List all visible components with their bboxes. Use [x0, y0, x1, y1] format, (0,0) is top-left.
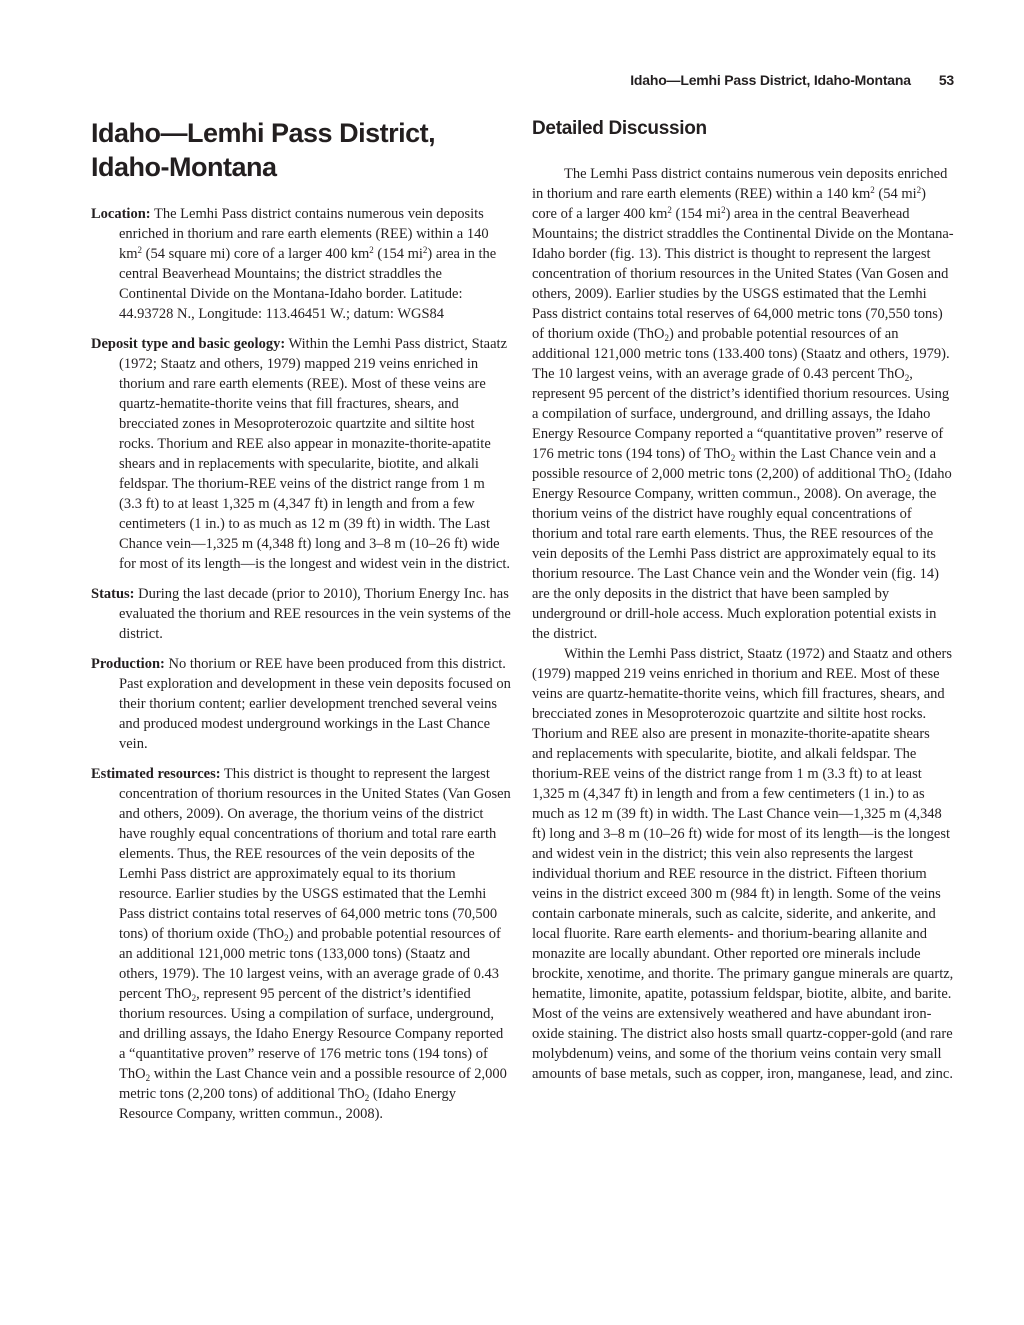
entry-text: Within the Lemhi Pass district, Staatz (1972; Staatz and others, 1979) mapped 219 veins enriched in thorium and rare earth elements (REE). Most of these veins are quartz-hematite-thorite veins that fill fractures, shears, and brecciated zones in Mesoproterozoic quartzite and siltite host rocks. Thorium and REE also appear in monazite-thorite-apatite shears and in replacements with specularite, biotite, and alkali feldspar. The thorium-REE veins of the district range from 1 m (3.3 ft) to at least 1,325 m (4,347 ft) in length and from a few centimeters (1 in.) to as much as 12 m (39 ft) in width. The Last Chance vein—1,325 m (4,348 ft) long and 3–8 m (10–26 ft) wide for most of its length—is the longest and widest vein in the district.	[119, 336, 511, 572]
entry-text: No thorium or REE have been produced from this district. Past exploration and development in these vein deposits focused on their thorium content; earlier development trenched several veins and produced modest underground workings in the Last Chance vein.	[119, 656, 511, 752]
summary-column	[91, 204, 511, 1134]
production-entry	[91, 654, 511, 754]
section-heading: Detailed Discussion	[532, 118, 707, 139]
entry-text: During the last decade (prior to 2010), Thorium Energy Inc. has evaluated the thorium and REE resources in the vein systems of the district.	[119, 586, 511, 642]
running-title: Idaho—Lemhi Pass District, Idaho-Montana	[630, 72, 911, 88]
page-title: Idaho—Lemhi Pass District, Idaho-Montana	[91, 118, 436, 182]
entry-text: The Lemhi Pass district contains numerous vein deposits enriched in thorium and rare earth elements (REE) within a 140 $km^2$ (54 square mi) core of a larger 400 $km^2$ (154 $mi^2$) area in the central Beaverhead Mountains; the district straddles the Continental Divide on the Montana-Idaho border. Latitude: 44.93728 N., Longitude: 113.46451 W.; datum: WGS84	[119, 206, 497, 322]
discussion-paragraph: Within the Lemhi Pass district, Staatz (1972) and Staatz and others (1979) mapped 219 veins enriched in thorium and REE. Most of these veins are quartz-hematite-thorite veins, which fill fractures, shears, and brecciated zones in Mesoproterozoic quartzite and siltite host rocks. Thorium and REE also are present in monazite-thorite-apatite shears and replacements with specularite, biotite, and alkali feldspar. The thorium-REE veins of the district range from 1 m (3.3 ft) to at least 1,325 m (4,347 ft) in length and from a few centimeters (1 in.) to as much as 12 m (39 ft) in width. The Last Chance vein—1,325 m (4,348 ft) long and 3–8 m (10–26 ft) wide for most of its length—is the longest and widest vein in the district; this vein also represents the largest individual thorium and REE resource in the district. Fifteen thorium veins in the district exceed 300 m (984 ft) in length. Some of the veins contain carbonate minerals, such as calcite, siderite, and ankerite, and local fluorite. Rare earth elements- and thorium-bearing allanite and monazite are locally abundant. Other reported ore minerals include brockite, xenotime, and thorite. The primary gangue minerals are quartz, hematite, limonite, apatite, potassium feldspar, biotite, albite, and barite. Most of the veins are extensively weathered and have abundant iron-oxide staining. The district also hosts small quartz-copper-gold (and rare molybdenum) veins, and some of the thorium veins contain very small amounts of base metals, such as copper, iron, manganese, lead, and zinc.	[532, 646, 954, 1082]
location-entry	[91, 204, 511, 324]
page-number: 53	[938, 72, 954, 88]
entry-label: Estimated resources:	[91, 766, 221, 782]
entry-label: Status:	[91, 586, 135, 602]
running-header	[630, 72, 954, 88]
entry-label: Production:	[91, 656, 165, 672]
estimated-resources-entry	[91, 764, 511, 1124]
entry-label: Location:	[91, 206, 151, 222]
entry-label: Deposit type and basic geology:	[91, 336, 286, 352]
deposit-type-entry	[91, 334, 511, 574]
discussion-paragraph: The Lemhi Pass district contains numerous vein deposits enriched in thorium and rare earth elements (REE) within a 140 $km^2$ (54 $mi^2$) core of a larger 400 $km^2$ (154 $mi^2$) area in the central Beaverhead Mountains; the district straddles the Continental Divide on the Montana-Idaho border (fig. 13). This district is thought to represent the largest concentration of thorium resources in the United States (Van Gosen and others, 2009). Earlier studies by the USGS estimated that the Lemhi Pass district contains total reserves of 64,000 metric tons (70,550 tons) of thorium oxide (ThO$_2$) and probable potential resources of an additional 121,000 metric tons (133.400 tons) (Staatz and others, 1979). The 10 largest veins, with an average grade of 0.43 percent ThO$_2$, represent 95 percent of the district’s identified thorium resources. Using a compilation of surface, underground, and drilling assays, the Idaho Energy Resource Company reported a “quantitative proven” reserve of 176 metric tons (194 tons) of ThO$_2$ within the Last Chance vein and a possible resource of 2,000 metric tons (2,200) of additional ThO$_2$ (Idaho Energy Resource Company, written commun., 2008). On average, the thorium veins of the district have roughly equal concentrations of thorium and total rare earth elements. Thus, the REE resources of the vein deposits of the Lemhi Pass district are approximately equal to its thorium resource. The Last Chance vein and the Wonder vein (fig. 14) are the only deposits in the district that have been sampled by underground or drill-hole access. Much exploration potential exists in the district.	[532, 166, 954, 642]
status-entry	[91, 584, 511, 644]
entry-text: This district is thought to represent the largest concentration of thorium resources in the United States (Van Gosen and others, 2009). On average, the thorium veins of the district have roughly equal concentrations of thorium and total rare earth elements. Thus, the REE resources of the vein deposits of the Lemhi Pass district are approximately equal to its thorium resource. Earlier studies by the USGS estimated that the Lemhi Pass district contains total reserves of 64,000 metric tons (70,500 tons) of thorium oxide (ThO$_2$) and probable potential resources of an additional 121,000 metric tons (133,000 tons) (Staatz and others, 1979). The 10 largest veins, with an average grade of 0.43 percent ThO$_2$, represent 95 percent of the district’s identified thorium resources. Using a compilation of surface, underground, and drilling assays, the Idaho Energy Resource Company reported a “quantitative proven” reserve of 176 metric tons (194 tons) of ThO$_2$ within the Last Chance vein and a possible resource of 2,000 metric tons (2,200 tons) of additional ThO$_2$ (Idaho Energy Resource Company, written commun., 2008).	[119, 766, 511, 1122]
discussion-column	[532, 116, 954, 1084]
